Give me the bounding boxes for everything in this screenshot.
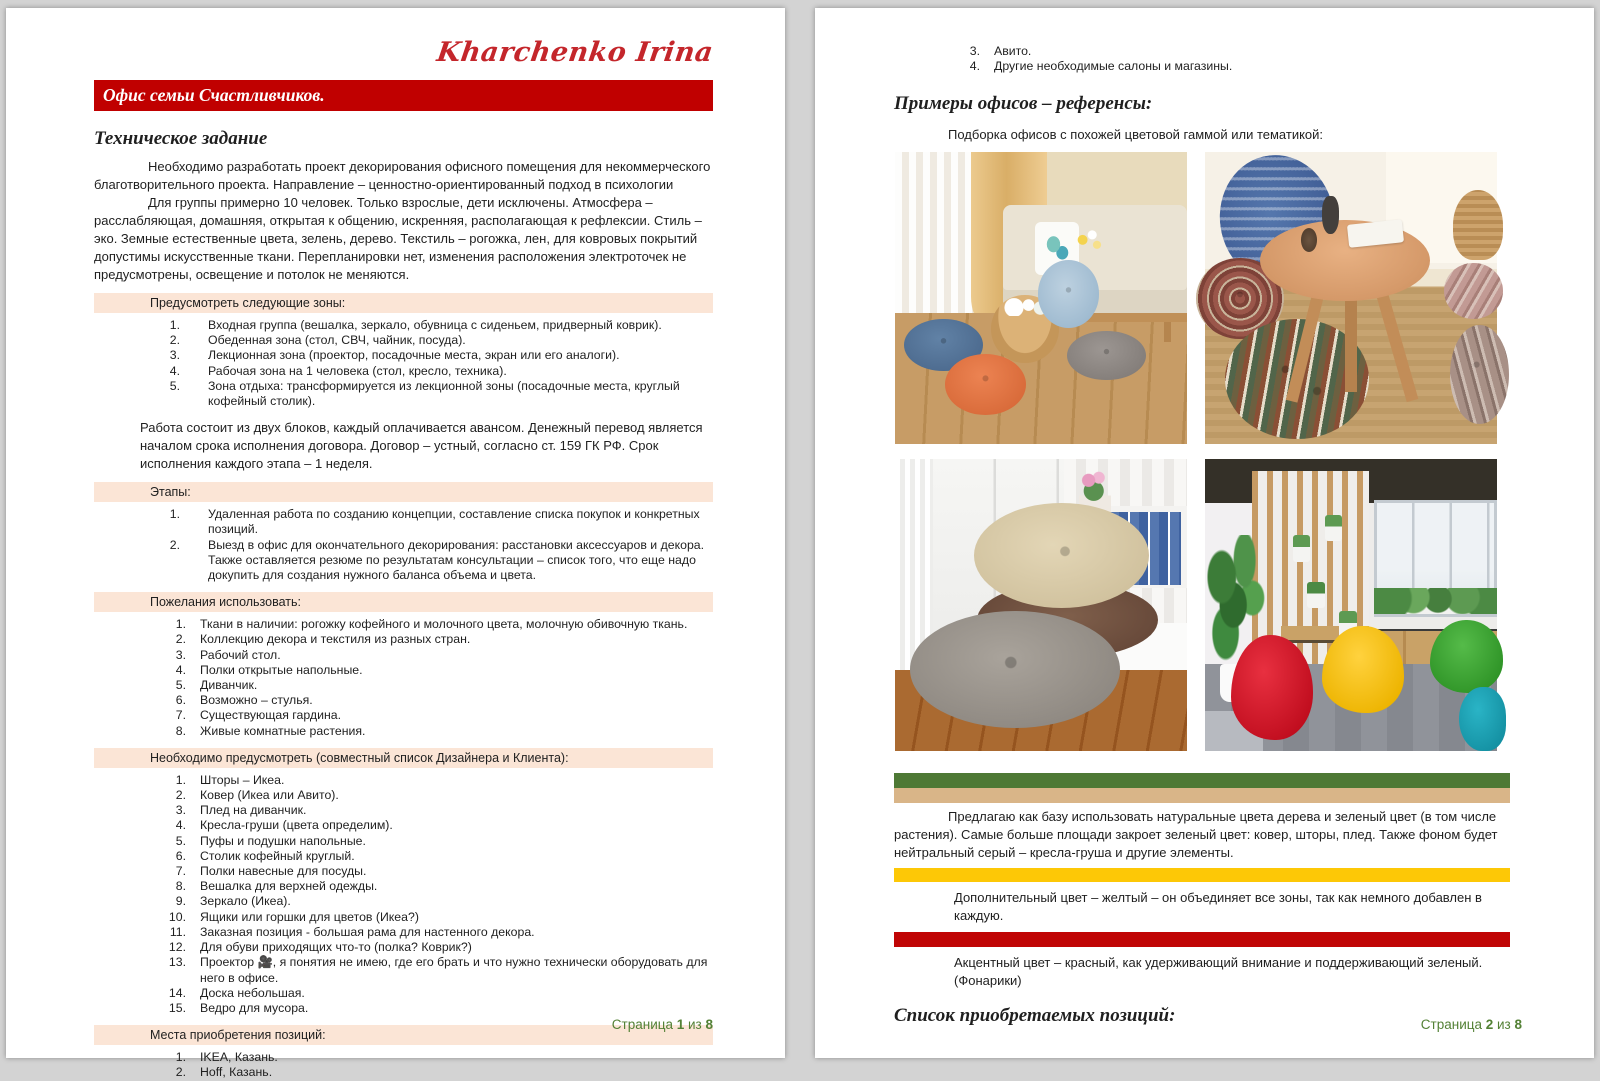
pouf-jute — [1453, 190, 1503, 260]
list-item: Зона отдыха: трансформируется из лекционной зоны (посадочные места, круглый кофейный столик). — [208, 378, 680, 409]
floor-cushion-orange — [945, 354, 1027, 415]
list-item: Столик кофейный круглый. — [200, 848, 355, 863]
page-number-footer — [612, 1017, 713, 1032]
list-item: Шторы – Икеа. — [200, 772, 285, 787]
footer-separator: из — [684, 1017, 706, 1032]
reference-photo-2 — [1205, 152, 1497, 444]
footer-page-num: 1 — [676, 1017, 685, 1032]
list-item: Для обуви приходящих что-то (полка? Коврик?) — [200, 940, 472, 955]
yellow-color-note: Дополнительный цвет – желтый – он объединяет все зоны, так как немного добавлен в каждую. — [954, 890, 1482, 924]
page-2-content — [815, 8, 1594, 1058]
color-bar-yellow — [894, 868, 1510, 882]
title-banner: Офис семьи Счастливчиков. — [94, 80, 713, 111]
round-table-top — [1260, 220, 1429, 302]
logo-script: Kharchenko Irina — [434, 37, 716, 68]
bean-bag-green — [1430, 620, 1503, 693]
list-item: Вешалка для верхней одежды. — [200, 879, 378, 894]
list-item: Hoff, Казань. — [200, 1065, 273, 1080]
list-item: Доска небольшая. — [200, 985, 305, 1000]
page-2 — [815, 8, 1594, 1058]
section-header-places: Места приобретения позиций: — [94, 1025, 713, 1045]
list-item: Возможно – стулья. — [200, 693, 313, 708]
pouf-gray-pattern — [1450, 325, 1508, 424]
list-item: Заказная позиция - большая рама для настенного декора. — [200, 924, 535, 939]
places-list — [156, 1050, 713, 1080]
list-item: Входная группа (вешалка, зеркало, обувница с сиденьем, придверный коврик). — [208, 318, 662, 332]
list-item: Диванчик. — [200, 678, 258, 693]
floor-cushion-gray — [1067, 331, 1146, 381]
list-item: Кресла-груши (цвета определим). — [200, 818, 393, 833]
list-item: Выезд в офис для окончательного декорирования: расстановки аксессуаров и декора. Также оставляется резюме по результатам консультации – список того, что еще надо докупить для создания нужного баланса объема и цвета. — [208, 537, 705, 583]
page-1-content — [6, 8, 785, 1080]
bean-bag-teal — [1459, 687, 1506, 751]
section-header-zones: Предусмотреть следующие зоны: — [94, 293, 713, 313]
sofa-leg — [1164, 322, 1171, 342]
color-bar-green — [894, 773, 1510, 788]
page-1 — [6, 8, 785, 1080]
list-item: Проектор 🎥, я понятия не имею, где его брать и что нужно технически оборудовать для него в офисе. — [200, 955, 708, 985]
cushion-beige — [974, 503, 1149, 608]
list-item: Другие необходимые салоны и магазины. — [994, 59, 1233, 74]
wishes-list — [156, 617, 713, 739]
list-item: Коллекцию декора и текстиля из разных стран. — [200, 632, 471, 647]
list-item: Лекционная зона (проектор, посадочные места, экран или его аналоги). — [208, 348, 620, 363]
provide-list — [156, 773, 713, 1016]
list-item: Зеркало (Икеа). — [200, 894, 291, 909]
intro-paragraph-1: Необходимо разработать проект декорирования офисного помещения для некоммерческого благотворительного проекта. Направление – ценностно-ориентированный подход в психологии — [94, 159, 711, 192]
footer-separator: из — [1493, 1017, 1515, 1032]
flowers — [1073, 225, 1105, 257]
list-item: Рабочая зона на 1 человека (стол, кресло, техника). — [208, 363, 507, 378]
hanging-plant-pot — [1293, 535, 1311, 561]
window-plants — [1374, 588, 1497, 614]
reference-photo-grid — [895, 152, 1510, 751]
footer-page-total: 8 — [1514, 1017, 1522, 1032]
work-terms-paragraph: Работа состоит из двух блоков, каждый оплачивается авансом. Денежный перевод является началом срока исполнения договора. Договор – устный, согласно ст. 159 ГК РФ. Срок исполнения каждого этапа – 1 неделя. — [140, 420, 703, 472]
heading-references: Примеры офисов – референсы: — [894, 93, 1153, 115]
base-colors-paragraph: Предлагаю как базу использовать натуральные цвета дерева и зеленый цвет (в том числе растения). Самые больше площади закроет зеленый цвет: ковер, шторы, плед. Также фоном будет нейтральный серый – кресла-груша и другие элементы. — [894, 809, 1498, 861]
list-item: Существующая гардина. — [200, 708, 341, 723]
list-item: Ткани в наличии: рогожку кофейного и молочного цвета, молочную обивочную ткань. — [200, 617, 688, 632]
places-list-continued — [950, 44, 1510, 74]
hanging-plant-pot — [1325, 515, 1343, 541]
heading-purchase-list: Список приобретаемых позиций: — [894, 1005, 1176, 1027]
list-item: Ящики или горшки для цветов (Икеа?) — [200, 909, 419, 924]
list-item: Полки открытые напольные. — [200, 662, 363, 677]
heading-tech-task: Техническое задание — [94, 128, 268, 149]
references-subtitle: Подборка офисов с похожей цветовой гаммой или тематикой: — [948, 127, 1324, 143]
page-number-footer — [1421, 1017, 1522, 1032]
list-item: Ковер (Икеа или Авито). — [200, 788, 339, 803]
footer-page-num: 2 — [1485, 1017, 1494, 1032]
list-item: Удаленная работа по созданию концепции, составление списка покупок и конкретных позиций. — [208, 507, 700, 537]
reference-photo-4 — [1205, 459, 1497, 751]
floor-cushion-lightblue — [1038, 260, 1099, 327]
list-item: Обеденная зона (стол, СВЧ, чайник, посуда). — [208, 333, 466, 348]
footer-label: Страница — [1420, 1017, 1486, 1032]
cushion-gray — [910, 611, 1120, 728]
section-header-stages: Этапы: — [94, 482, 713, 502]
list-item: Живые комнатные растения. — [200, 723, 366, 738]
red-color-note: Акцентный цвет – красный, как удерживающий внимание и поддерживающий зеленый. (Фонарики) — [954, 955, 1483, 989]
list-item: Авито. — [994, 44, 1032, 58]
list-item: IKEA, Казань. — [200, 1050, 278, 1065]
intro-paragraph-2: Для группы примерно 10 человек. Только взрослые, дети исключены. Атмосфера – расслабляющая, домашняя, открытая к общению, искренняя, располагающая к рефлексии. Стиль – эко. Земные естественные цвета, зелень, дерево. Текстиль – рогожка, лен, для ковровых покрытий допустимы искусственные ткани. Перепланировки нет, изменения расположения электроточек не предусмотрены, освещение и потолок не меняются. — [94, 195, 702, 282]
list-item: Пуфы и подушки напольные. — [200, 833, 366, 848]
color-bar-red — [894, 932, 1510, 947]
section-header-wishes: Пожелания использовать: — [94, 592, 713, 612]
bean-bag-yellow — [1322, 626, 1404, 714]
reference-photo-3 — [895, 459, 1187, 751]
footer-page-total: 8 — [705, 1017, 713, 1032]
pouf-pink-pattern — [1444, 263, 1502, 318]
zones-list — [140, 318, 713, 409]
dark-vase — [1322, 196, 1340, 234]
reference-photo-1 — [895, 152, 1187, 444]
color-bar-tan — [894, 788, 1510, 803]
hanging-plant-pot — [1307, 582, 1325, 608]
list-item: Плед на диванчик. — [200, 803, 307, 818]
list-item: Рабочий стол. — [200, 647, 281, 662]
list-item: Ведро для мусора. — [200, 1000, 309, 1015]
section-header-provide: Необходимо предусмотреть (совместный список Дизайнера и Клиента): — [94, 748, 713, 768]
footer-label: Страница — [611, 1017, 677, 1032]
list-item: Полки навесные для посуды. — [200, 864, 367, 879]
stages-list — [140, 507, 713, 583]
